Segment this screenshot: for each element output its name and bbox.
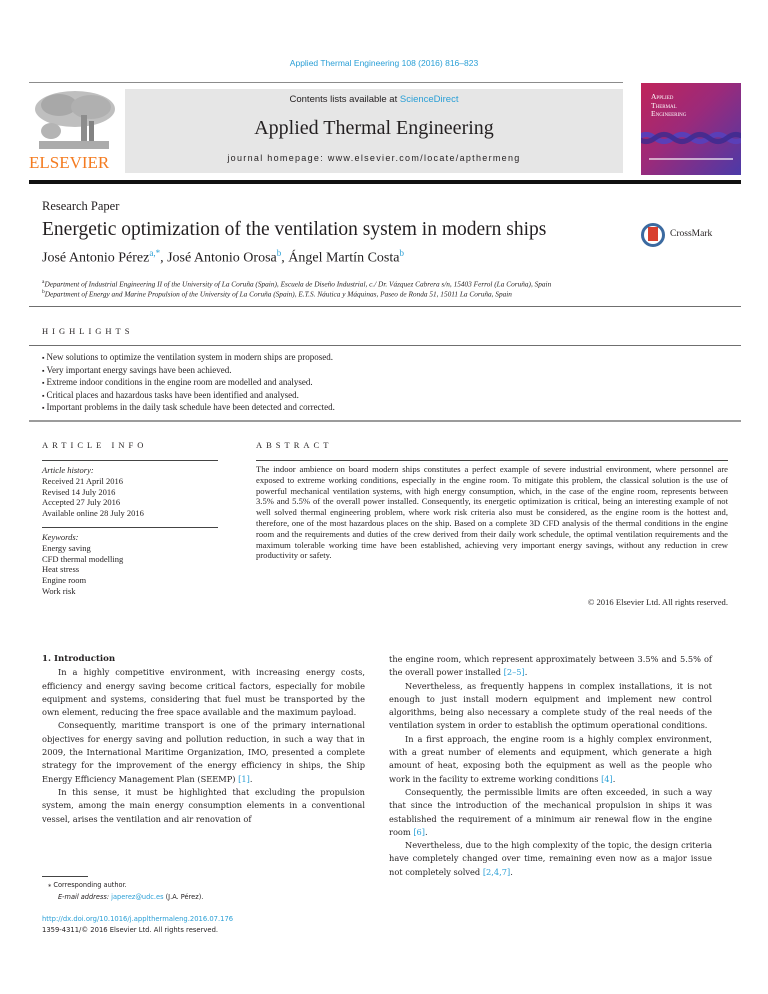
abstract-text: The indoor ambience on board modern ships constitutes a perfect example of severe industrial environment, where personnel are exposed to extreme working conditions, especially in the engine room. To mitigate this problem, the classical solution is the use of powerful mechanical ventilation systems, with high energy consumption, which, in the case of the engine room, represents between 3.5% and 5.5% of the overall power installed. Consequently, its energetic optimization is critical, being an interesting example of not well solved thermal engineering problem, where work risk criteria also must be considered, as the engine room is the hottest and, therefore, one of the most hazardous places on the ship. Based on a complete 3D CFD analysis of the thermal conditions in the engine room and the requirements and duties of the crew derived from their daily work schedule, the optimal ventilation requirements and the maximum tolerable working time have been established, achieving very important energy savings, without any reduction in crew productivity or safety. — [256, 464, 728, 561]
journal-title: Applied Thermal Engineering — [254, 117, 494, 139]
body-paragraph: In this sense, it must be highlighted that excluding the propulsion system, among the main energy consumption elements in a conventional vessel, arises the ventilation and air renovation of — [42, 786, 365, 824]
cover-title: Applied Thermal Engineering — [651, 92, 687, 118]
crossmark-button[interactable] — [641, 222, 731, 250]
highlight-item: ▪ Critical places and hazardous tasks have been identified and analysed. — [42, 390, 335, 403]
footnote-rule — [42, 876, 88, 877]
journal-banner — [125, 89, 623, 173]
article-info-rule — [42, 460, 218, 461]
keyword-item: Engine room — [42, 575, 87, 586]
contents-prefix: Contents lists available at — [289, 94, 400, 105]
history-received: Received 21 April 2016 — [42, 475, 123, 486]
author-list: José Antonio Pérez$^{a,*}$, José Antonio Orosa$^b$, Ángel Martín Costa$^b$ — [42, 248, 404, 266]
journal-homepage[interactable]: journal homepage: www.elsevier.com/locate/apthermeng — [227, 153, 521, 163]
email-link[interactable]: japerez@udc.es — [111, 893, 164, 901]
journal-cover-image[interactable] — [641, 83, 741, 175]
sciencedirect-link[interactable]: ScienceDirect — [399, 94, 459, 105]
abstract-rule — [256, 460, 728, 461]
highlights-bottom-rule — [29, 420, 741, 422]
keyword-item: Work risk — [42, 585, 76, 596]
contents-line — [125, 94, 623, 105]
article-info-heading: ARTICLE INFO — [42, 440, 148, 450]
highlight-item: ▪ New solutions to optimize the ventilation system in modern ships are proposed. — [42, 352, 335, 365]
keywords-label: Keywords: — [42, 532, 79, 542]
cover-footer-line — [649, 158, 733, 160]
body-paragraph: In a highly competitive environment, with increasing energy costs, efficiency and energy saving become critical factors, especially for mobile equipment and systems, considering that fuel must be transported by the own element, reducing the free space available and the maximum payload. — [42, 667, 365, 718]
article-history-label: Article history: — [42, 465, 94, 475]
paper-title: Energetic optimization of the ventilation system in modern ships — [42, 219, 547, 240]
highlight-item: ▪ Very important energy savings have been achieved. — [42, 365, 335, 378]
history-accepted: Accepted 27 July 2016 — [42, 497, 121, 508]
header-thick-rule — [29, 180, 741, 184]
author-affiliation-link[interactable]: b — [276, 248, 282, 258]
citation-link[interactable]: [1] — [238, 773, 250, 784]
body-paragraph: Nevertheless, due to the high complexity of the topic, the design criteria have completely changed over time, remaining even now as a major issue not completely solved [2,4,7]. — [389, 840, 712, 877]
body-right-column — [389, 653, 712, 879]
abstract-copyright: © 2016 Elsevier Ltd. All rights reserved. — [587, 597, 728, 607]
highlight-item: ▪ Extreme indoor conditions in the engine room are modelled and analysed. — [42, 377, 335, 390]
highlights-heading: HIGHLIGHTS — [42, 326, 134, 336]
elsevier-logo[interactable] — [29, 89, 121, 173]
author-name: Ángel Martín Costa — [288, 250, 400, 266]
email-label: E-mail address: — [58, 893, 112, 901]
citation-link[interactable]: [6] — [413, 826, 426, 837]
citation-link[interactable]: [2–5] — [503, 667, 525, 678]
body-paragraph: the engine room, which represent approximately between 3.5% and 5.5% of the overall power installed [2–5]. — [389, 654, 712, 678]
issn-copyright: 1359-4311/© 2016 Elsevier Ltd. All rights reserved. — [42, 926, 219, 934]
corresponding-author-note: ⁎ Corresponding author. — [48, 881, 127, 889]
keyword-item: Heat stress — [42, 564, 80, 575]
journal-reference[interactable]: Applied Thermal Engineering 108 (2016) 816–823 — [289, 58, 479, 68]
elsevier-wordmark: ELSEVIER — [29, 153, 110, 172]
author-affiliation-link[interactable]: b — [399, 248, 404, 258]
article-history — [42, 465, 144, 519]
history-online: Available online 28 July 2016 — [42, 508, 144, 519]
cover-wave-icon — [641, 131, 741, 145]
crossmark-label: CrossMark — [670, 229, 713, 239]
history-revised: Revised 14 July 2016 — [42, 486, 116, 497]
author-name: José Antonio Orosa — [167, 250, 277, 266]
citation-link[interactable]: [2,4,7] — [482, 866, 511, 877]
keywords-rule — [42, 527, 218, 528]
highlights-rule — [29, 345, 741, 346]
citation-link[interactable]: [4] — [601, 773, 613, 784]
body-paragraph: Consequently, maritime transport is one of the primary international objectives for energy saving and pollution reduction, in such a way that in 2009, the International Maritime Organization, IMO, presented a complete strategy for the improvement of the energy efficiency in ships, the Ship Energy Efficiency Management Plan (SEEMP) [1]. — [42, 720, 365, 784]
keywords — [42, 532, 123, 597]
keyword-item: Energy saving — [42, 542, 91, 553]
doi-link[interactable]: http://dx.doi.org/10.1016/j.applthermaleng.2016.07.176 — [42, 915, 234, 923]
affiliation-a: $^a$Department of Industrial Engineering II of the University of La Coruña (Spain), Escuela de Diseño Industrial, c./ Dr. Vázquez Cabrera s/n, 15403 Ferrol (La Coruña), Spain — [42, 279, 552, 289]
abstract-heading: ABSTRACT — [256, 440, 333, 450]
affiliation-b: $^b$Department of Energy and Marine Propulsion of the University of La Coruña (Spain), E.T.S. Náutica y Máquinas, Paseo de Ronda 51, 15011 La Coruña, Spain — [42, 289, 512, 299]
elsevier-tree-icon — [29, 89, 121, 153]
section-heading-introduction: 1. Introduction — [42, 654, 116, 664]
article-type: Research Paper — [42, 199, 120, 213]
keyword-item: CFD thermal modelling — [42, 553, 124, 564]
author-name: José Antonio Pérez — [42, 250, 150, 266]
email-footnote: E-mail address: japerez@udc.es (J.A. Pérez). — [58, 893, 204, 901]
highlights-list — [42, 352, 335, 415]
highlight-item: ▪ Important problems in the daily task schedule have been detected and corrected. — [42, 402, 335, 415]
body-paragraph: Nevertheless, as frequently happens in complex installations, it is not enough to just install modern equipment and implement new control algorithms, being also necessary a complete study of the real needs of the ventilation system in order to establish the optimum operational conditions. — [389, 680, 712, 731]
body-paragraph: Consequently, the permissible limits are often exceeded, in such a way that since the introduction of the mechanical propulsion in ships it was established the requirement of a minimum air renewal flow in the engine room [6]. — [389, 786, 712, 837]
author-affiliation-link[interactable]: a,* — [149, 248, 161, 258]
crossmark-ribbon-icon — [648, 227, 658, 241]
body-left-column — [42, 653, 365, 826]
header-rule — [29, 82, 623, 83]
affiliation-rule — [29, 306, 741, 307]
body-paragraph: In a first approach, the engine room is a highly complex environment, with a great number of elements and equipment, which generate a high amount of heat, exposing both the equipment as well as the people who work in the facility to extreme working conditions [4]. — [389, 733, 712, 784]
